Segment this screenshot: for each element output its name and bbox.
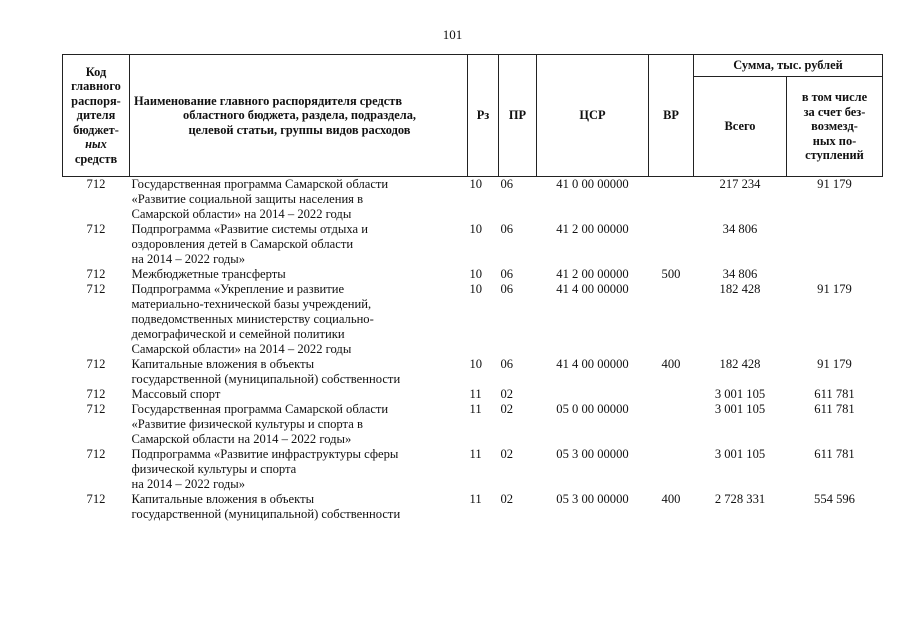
row-name-line: на 2014 – 2022 годы» — [131, 252, 246, 266]
row-vr — [649, 387, 694, 402]
row-csr: 41 4 00 00000 — [556, 357, 629, 371]
header-csr: ЦСР — [537, 55, 649, 177]
table-row — [63, 402, 883, 447]
row-code: 712 — [86, 177, 106, 191]
row-rz: 11 — [469, 402, 482, 416]
row-name-line: Государственная программа Самарской области — [131, 402, 389, 416]
header-total: Всего — [694, 77, 787, 177]
row-name-line: Самарской области» на 2014 – 2022 годы — [131, 342, 352, 356]
row-free: 611 781 — [814, 402, 855, 416]
row-pr: 02 — [500, 492, 514, 506]
row-free: 611 781 — [814, 387, 855, 401]
row-vr: 400 — [661, 357, 681, 371]
row-free — [787, 267, 883, 282]
row-name-line: материально-технической базы учреждений, — [131, 297, 372, 311]
row-code: 712 — [86, 447, 106, 461]
table-row — [63, 222, 883, 267]
row-rz: 11 — [469, 447, 482, 461]
row-name-line: Капитальные вложения в объекты — [131, 492, 315, 506]
row-csr: 41 2 00 00000 — [556, 267, 629, 281]
row-pr: 06 — [500, 222, 514, 236]
row-name-line: физической культуры и спорта — [131, 462, 297, 476]
row-free: 611 781 — [814, 447, 855, 461]
row-name — [130, 402, 468, 447]
row-total: 2 728 331 — [714, 492, 766, 506]
row-total: 182 428 — [719, 282, 761, 296]
header-vr: ВР — [649, 55, 694, 177]
row-code: 712 — [86, 492, 106, 506]
row-free — [787, 222, 883, 267]
row-pr: 02 — [500, 447, 514, 461]
row-vr: 500 — [661, 267, 681, 281]
row-name-line: Подпрограмма «Развитие инфраструктуры сферы — [131, 447, 399, 461]
row-name-line: государственной (муниципальной) собственности — [131, 507, 401, 521]
row-name-line: «Развитие физической культуры и спорта в — [131, 417, 363, 431]
row-pr: 06 — [500, 282, 514, 296]
row-total: 182 428 — [719, 357, 761, 371]
header-free: в том числе за счет без- возмезд- ных по- ступлений — [787, 77, 883, 177]
row-name-line: Самарской области» на 2014 – 2022 годы — [131, 207, 352, 221]
row-total: 34 806 — [722, 267, 758, 281]
row-code: 712 — [86, 222, 106, 236]
row-name-line: подведомственных министерству социально- — [131, 312, 374, 326]
row-total: 217 234 — [719, 177, 761, 191]
row-csr: 41 4 00 00000 — [556, 282, 629, 296]
row-total: 34 806 — [722, 222, 758, 236]
row-rz: 11 — [469, 387, 482, 401]
row-csr: 05 0 00 00000 — [556, 402, 629, 416]
row-pr: 06 — [500, 267, 514, 281]
row-csr: 41 2 00 00000 — [556, 222, 629, 236]
row-rz: 10 — [469, 222, 483, 236]
row-vr: 400 — [661, 492, 681, 506]
row-total: 3 001 105 — [714, 387, 766, 401]
row-rz: 10 — [469, 267, 483, 281]
row-free: 91 179 — [817, 357, 852, 371]
row-name — [130, 447, 468, 492]
row-name-line: «Развитие социальной защиты населения в — [131, 192, 364, 206]
row-name — [130, 387, 468, 402]
row-csr: 41 0 00 00000 — [556, 177, 629, 191]
row-code: 712 — [86, 387, 106, 401]
page-number: 101 — [442, 27, 463, 42]
row-total: 3 001 105 — [714, 402, 766, 416]
row-vr — [649, 222, 694, 267]
row-pr: 02 — [500, 402, 514, 416]
row-free: 554 596 — [814, 492, 855, 506]
row-code: 712 — [86, 282, 106, 296]
row-name-line: на 2014 – 2022 годы» — [131, 477, 246, 491]
row-vr — [649, 177, 694, 223]
row-name — [130, 492, 468, 522]
row-name — [130, 177, 468, 223]
row-free: 91 179 — [817, 177, 852, 191]
row-name-line: Межбюджетные трансферты — [131, 267, 286, 281]
row-code: 712 — [86, 402, 106, 416]
row-name-line: Подпрограмма «Укрепление и развитие — [131, 282, 345, 296]
row-code: 712 — [86, 267, 106, 281]
row-csr: 05 3 00 00000 — [556, 447, 629, 461]
row-name-line: Капитальные вложения в объекты — [131, 357, 315, 371]
row-pr: 06 — [500, 357, 514, 371]
table-row — [63, 492, 883, 522]
row-vr — [649, 402, 694, 447]
row-name — [130, 282, 468, 357]
row-name — [130, 222, 468, 267]
row-rz: 10 — [469, 282, 483, 296]
row-vr — [649, 447, 694, 492]
row-name-line: оздоровления детей в Самарской области — [131, 237, 354, 251]
table-body — [63, 177, 883, 523]
header-name: Наименование главного распорядителя средств областного бюджета, раздела, подраздела, целевой статьи, группы видов расходов — [130, 55, 468, 177]
row-pr: 06 — [500, 177, 514, 191]
row-rz: 11 — [469, 492, 482, 506]
row-name — [130, 357, 468, 387]
row-rz: 10 — [469, 357, 483, 371]
table-row — [63, 282, 883, 357]
row-pr: 02 — [500, 387, 514, 401]
row-code: 712 — [86, 357, 106, 371]
table-row — [63, 357, 883, 387]
header-pr: ПР — [499, 55, 537, 177]
row-csr: 05 3 00 00000 — [556, 492, 629, 506]
row-name-line: государственной (муниципальной) собственности — [131, 372, 401, 386]
header-code: Код главного распоря- дителя бюджет- ных средств — [63, 55, 130, 177]
row-csr — [537, 387, 649, 402]
row-name-line: Подпрограмма «Развитие системы отдыха и — [131, 222, 368, 236]
row-name-line: Массовый спорт — [131, 387, 221, 401]
row-name — [130, 267, 468, 282]
row-name-line: Самарской области на 2014 – 2022 годы» — [131, 432, 352, 446]
row-vr — [649, 282, 694, 357]
table-row — [63, 267, 883, 282]
table-row — [63, 447, 883, 492]
table-row — [63, 387, 883, 402]
budget-table — [62, 54, 883, 522]
row-rz: 10 — [469, 177, 483, 191]
header-rz: Рз — [468, 55, 499, 177]
table-row — [63, 177, 883, 223]
row-total: 3 001 105 — [714, 447, 766, 461]
row-name-line: Государственная программа Самарской области — [131, 177, 389, 191]
row-free: 91 179 — [817, 282, 852, 296]
header-sum: Сумма, тыс. рублей — [694, 55, 883, 77]
row-name-line: демографической и семейной политики — [131, 327, 345, 341]
